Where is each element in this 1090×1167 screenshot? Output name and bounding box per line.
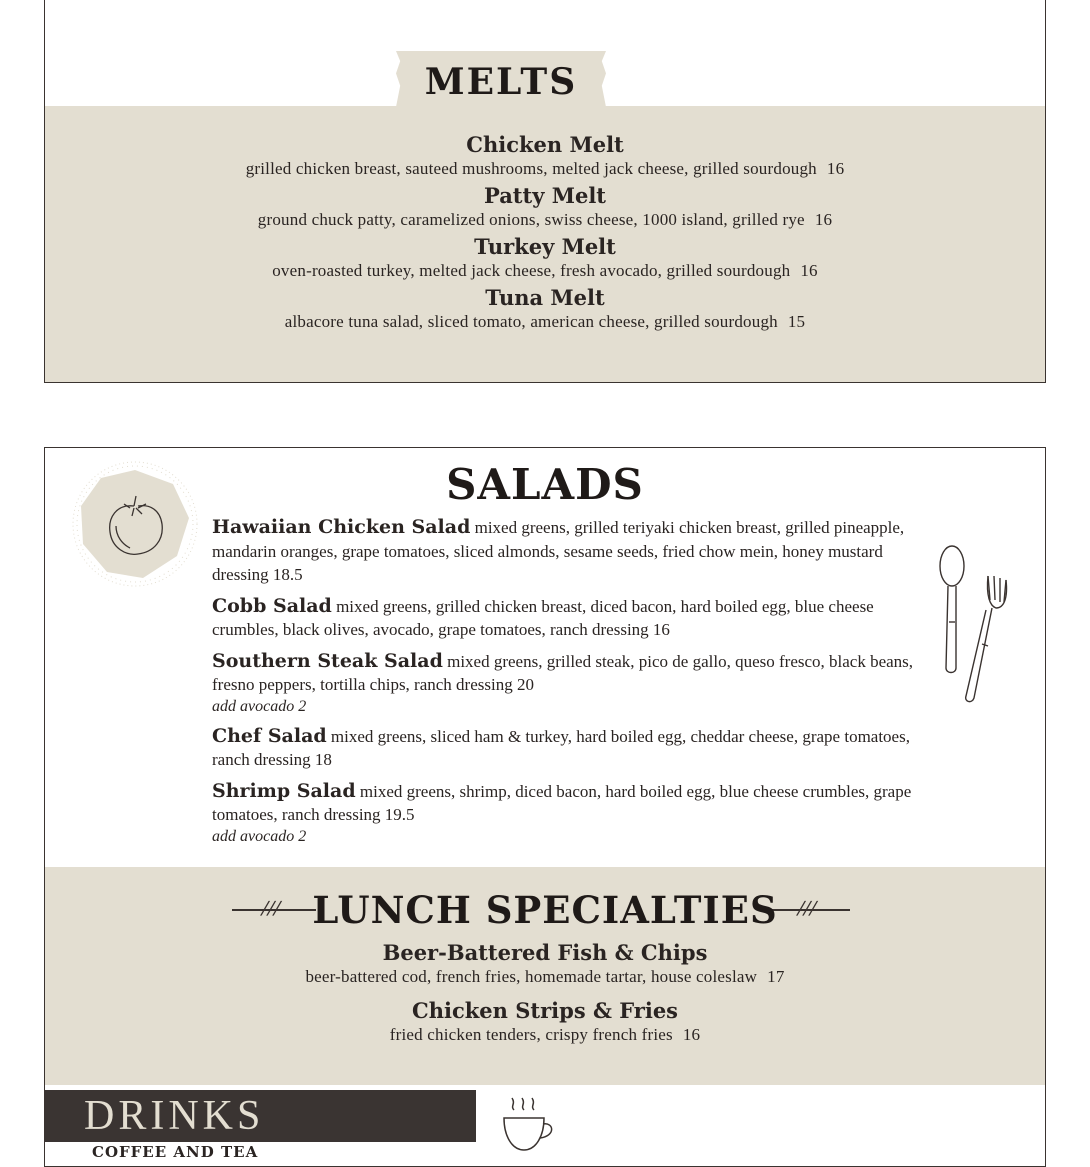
menu-item	[212, 725, 922, 772]
item-name: Chicken Melt	[466, 132, 624, 157]
item-description: beer-battered cod, french fries, homemade tartar, house coleslaw 17	[305, 967, 785, 986]
item-description: mixed greens, grilled chicken breast, diced bacon, hard boiled egg, blue cheese crumbles, black olives, avocado, grape tomatoes, ranch dressing 16	[212, 596, 874, 639]
drinks-title: DRINKS	[84, 1093, 265, 1139]
item-name: Tuna Melt	[485, 285, 605, 310]
menu-item	[212, 595, 922, 642]
menu-item	[212, 650, 922, 717]
lunch-specialties-title: LUNCH SPECIALTIES	[312, 888, 778, 932]
menu-item	[0, 234, 1090, 285]
item-price: 16	[814, 210, 833, 229]
item-description: mixed greens, shrimp, diced bacon, hard boiled egg, blue cheese crumbles, grape tomatoes, ranch dressing 19.5	[212, 781, 912, 824]
item-addon: add avocado 2	[212, 827, 307, 845]
melts-list	[0, 132, 1090, 336]
tomato-icon	[64, 460, 206, 588]
item-addon: add avocado 2	[212, 697, 307, 715]
item-description: mixed greens, grilled steak, pico de gallo, queso fresco, black beans, fresno peppers, tortilla chips, ranch dressing 20	[212, 651, 914, 694]
salads-title: SALADS	[446, 460, 644, 509]
menu-item	[0, 132, 1090, 183]
item-name: Beer-Battered Fish & Chips	[382, 940, 708, 965]
item-price: 16	[682, 1025, 701, 1044]
hash-ornament: ///	[795, 898, 820, 919]
item-name: Chicken Strips & Fries	[412, 998, 678, 1023]
item-price: 17	[767, 967, 785, 986]
item-price: 15	[787, 312, 806, 331]
item-name: Cobb Salad	[212, 594, 332, 617]
menu-item	[212, 516, 922, 587]
drinks-subtitle: COFFEE AND TEA	[92, 1143, 259, 1161]
menu-item	[0, 940, 1090, 998]
spoon-fork-icon	[930, 540, 1014, 710]
salads-list	[212, 516, 922, 855]
item-name: Shrimp Salad	[212, 779, 356, 802]
item-name: Patty Melt	[483, 183, 607, 208]
item-name: Hawaiian Chicken Salad	[212, 516, 471, 538]
menu-item	[212, 780, 922, 847]
item-price: 16	[800, 261, 818, 280]
menu-item	[0, 285, 1090, 336]
item-description: mixed greens, sliced ham & turkey, hard boiled egg, cheddar cheese, grape tomatoes, ranch dressing 18	[212, 726, 910, 769]
lunch-specialties-list	[0, 940, 1090, 1056]
item-description: ground chuck patty, caramelized onions, swiss cheese, 1000 island, grilled rye 16	[257, 210, 833, 229]
item-description: grilled chicken breast, sauteed mushrooms, melted jack cheese, grilled sourdough 16	[245, 159, 845, 178]
menu-item	[0, 998, 1090, 1056]
item-name: Southern Steak Salad	[212, 649, 443, 672]
coffee-cup-icon	[500, 1096, 558, 1154]
item-price: 16	[826, 159, 845, 178]
hash-ornament: ///	[259, 898, 284, 919]
item-name: Chef Salad	[212, 724, 327, 747]
item-description: mixed greens, grilled teriyaki chicken breast, grilled pineapple, mandarin oranges, grape tomatoes, sliced almonds, sesame seeds, fried chow mein, honey mustard dressing 18.5	[212, 518, 905, 584]
item-description: fried chicken tenders, crispy french fries 16	[389, 1025, 701, 1044]
item-description: albacore tuna salad, sliced tomato, american cheese, grilled sourdough 15	[284, 312, 806, 331]
item-name: Turkey Melt	[474, 234, 616, 259]
menu-item	[0, 183, 1090, 234]
item-description: oven-roasted turkey, melted jack cheese, fresh avocado, grilled sourdough 16	[272, 261, 818, 280]
melts-title: MELTS	[424, 61, 578, 103]
